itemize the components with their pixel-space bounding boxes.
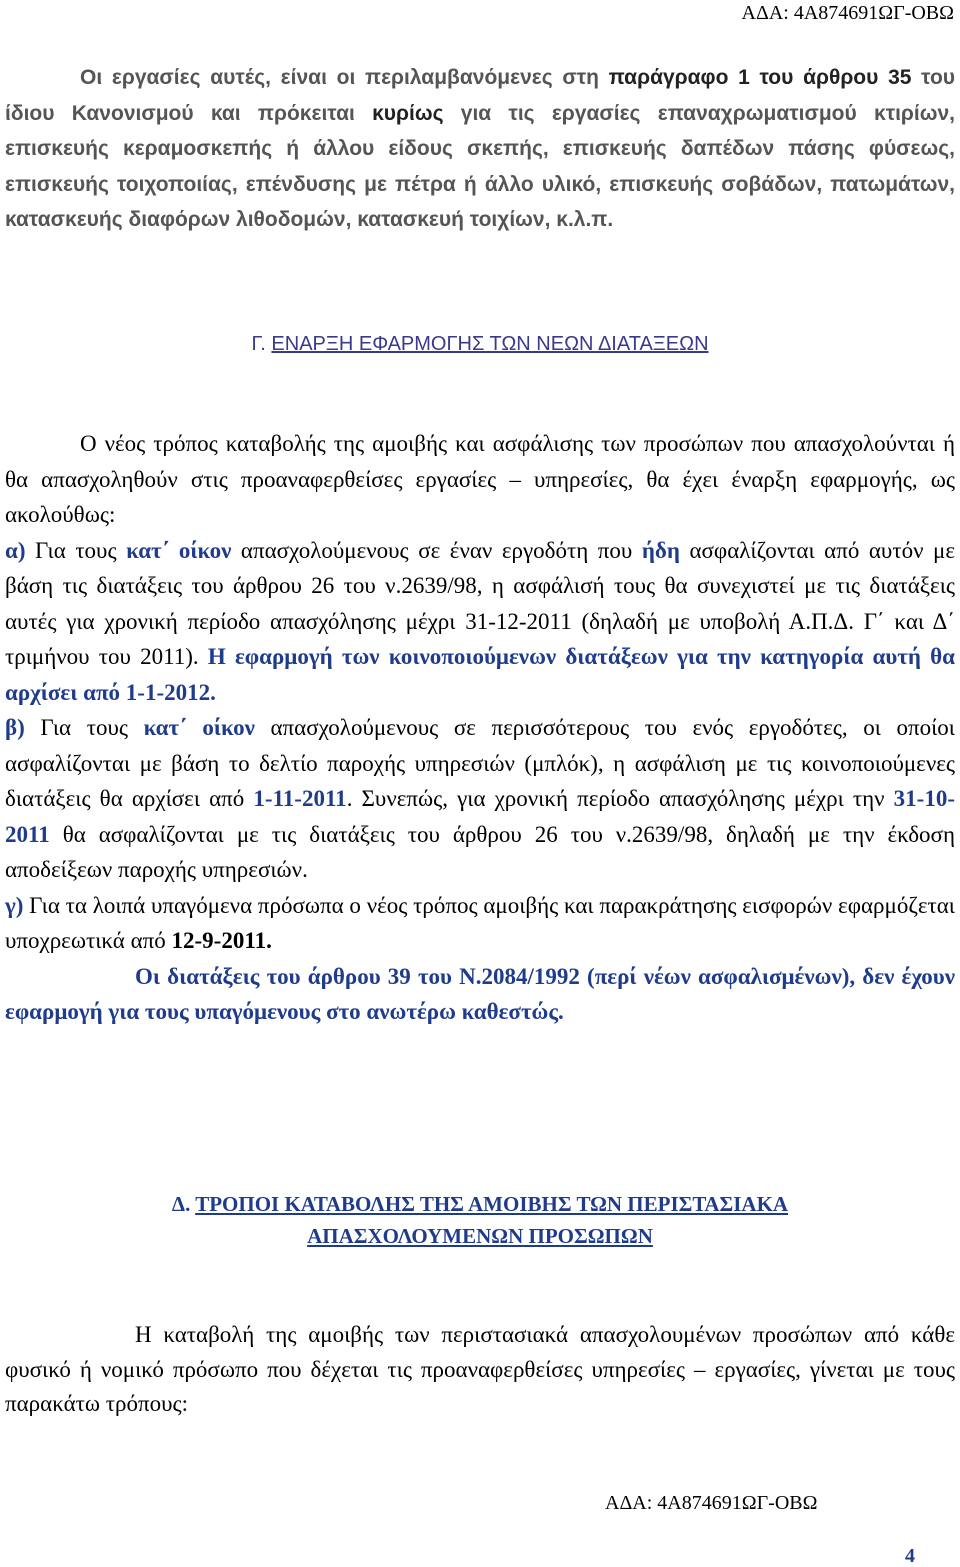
item-a-bold-1: κατ΄ οίκον [126,537,232,563]
section-d-heading [0,1188,960,1252]
section-d-prefix: Δ. [171,1192,196,1216]
section-d-body [5,1318,955,1422]
intro-text-2: του ίδιου Κανονισμού και πρόκειται [5,66,955,125]
item-a-bold-2: ήδη [641,537,680,563]
intro-paragraph [5,60,955,238]
g-intro-paragraph: Ο νέος τρόπος καταβολής της αμοιβής και ασφάλισης των προσώπων που απασχολούνται ή θα απασχοληθούν στις προαναφερθείσες εργασίες – υπηρεσίες, θα έχει έναρξη εφαρμογής, ως ακολούθως: [5,431,955,527]
item-a-label: α) [5,537,26,563]
d-intro-paragraph: Η καταβολή της αμοιβής των περιστασιακά απασχολουμένων προσώπων από κάθε φυσικό ή νομικό πρόσωπο που δέχεται τις προαναφερθείσες υπηρεσίες – εργασίες, γίνεται με τους παρακάτω τρόπους: [5,1322,955,1416]
item-a-text-1: Για τους [25,537,127,563]
item-b-bold-3: 31-10-2011 [5,786,955,847]
section-d-line-2 [0,1220,960,1252]
intro-text-1: Οι εργασίες αυτές, είναι οι περιλαμβανόμενες στη [80,66,609,89]
intro-bold-2: κυρίως [372,101,444,125]
item-a-text-3: ασφαλίζονται από αυτόν με βάση τις διατάξεις του άρθρου 26 του ν.2639/98, η ασφάλισή τους θα συνεχιστεί με τις διατάξεις αυτές για χρονική περίοδο απασχόλησης μέχρι 31-12-2011 (δηλαδή με υποβολή Α.Π.Δ. Γ΄ και Δ΄ τριμήνου του 2011). [5,537,955,669]
section-g-heading [0,333,960,356]
item-a-paragraph [5,533,955,711]
section-g-prefix: Γ. [251,333,272,355]
intro-bold-1: παράγραφο 1 του άρθρου 35 [608,66,912,89]
item-c-label: γ) [5,892,24,918]
header-ada: ΑΔΑ: 4Α874691ΩΓ-ΟΒΩ [741,2,954,24]
item-b-text-1: Για τους [24,715,144,740]
item-b-text-2: απασχολούμενους σε περισσότερους του ενός εργοδότες, οι οποίοι ασφαλίζονται με βάση το δελτίο παροχής υπηρεσιών (μπλόκ), η ασφάλιση με τις κοινοποιούμενες διατάξεις θα αρχίσει από [5,715,955,811]
item-c-text-1: Για τα λοιπά υπαγόμενα πρόσωπα ο νέος τρόπος αμοιβής και παρακράτησης εισφορών εφαρμόζεται υποχρεωτικά από [5,892,955,953]
intro-text-3: για τις εργασίες επαναχρωματισμού κτιρίων, επισκευής κεραμοσκεπής ή άλλου είδους σκεπής, επισκευής δαπέδων πάσης φύσεως, επισκευής τοιχοποιίας, επένδυσης με πέτρα ή άλλο υλικό, επισκευής σοβάδων, πατωμάτων, κατασκευής διαφόρων λιθοδομών, κατασκευή τοιχίων, κ.λ.π. [5,101,955,231]
item-b-text-4: θα ασφαλίζονται με τις διατάξεις του άρθρου 26 του ν.2639/98, δηλαδή με την έκδοση αποδείξεων παροχής υπηρεσιών. [5,821,955,882]
item-b-text-3: . Συνεπώς, για χρονική περίοδο απασχόλησης μέχρι την [346,786,894,811]
section-d-line-1 [0,1188,960,1220]
item-b-bold-2: 1-11-2011 [253,786,347,811]
item-a-text-2: απασχολούμενους σε έναν εργοδότη που [231,537,642,563]
section-d-title-2: ΑΠΑΣΧΟΛΟΥΜΕΝΩΝ ΠΡΟΣΩΠΩΝ [307,1224,653,1248]
footer-ada: ΑΔΑ: 4Α874691ΩΓ-ΟΒΩ [605,1492,818,1514]
item-b-label: β) [5,715,25,740]
item-c-paragraph [5,888,955,959]
section-d-title-1: ΤΡΟΠΟΙ ΚΑΤΑΒΟΛΗΣ ΤΗΣ ΑΜΟΙΒΗΣ ΤΩΝ ΠΕΡΙΣΤΑΣΙΑΚΑ [195,1192,789,1216]
item-a-bold-3: Η εφαρμογή των κοινοποιούμενων διατάξεων για την κατηγορία αυτή θα αρχίσει από 1-1-2012. [5,644,955,705]
section-g-title: ΕΝΑΡΞΗ ΕΦΑΡΜΟΓΗΣ ΤΩΝ ΝΕΩΝ ΔΙΑΤΑΞΕΩΝ [271,333,709,355]
note-paragraph: Οι διατάξεις του άρθρου 39 του Ν.2084/1992 (περί νέων ασφαλισμένων), δεν έχουν εφαρμογή για τους υπαγόμενους στο ανωτέρω καθεστώς. [5,963,955,1024]
item-b-bold-1: κατ΄ οίκον [143,715,255,740]
item-b-paragraph [5,710,955,888]
page-number: 4 [905,1545,915,1567]
item-c-bold-1: 12-9-2011. [171,928,272,953]
section-g-body [5,426,955,1030]
